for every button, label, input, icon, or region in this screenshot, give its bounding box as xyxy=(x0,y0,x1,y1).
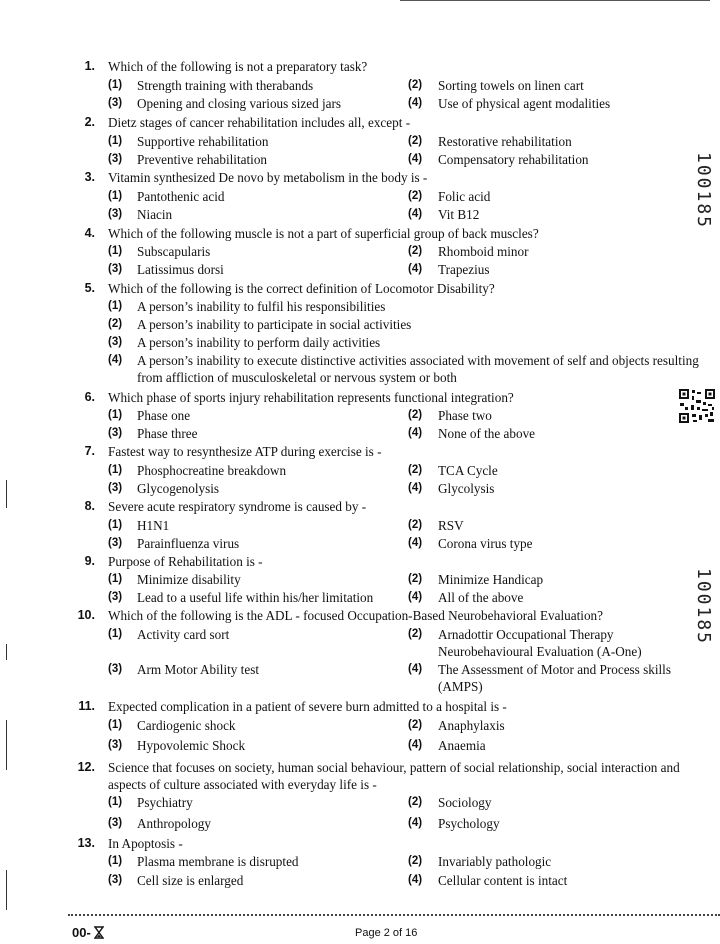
option-number: (4) xyxy=(108,354,123,366)
question-number: 9. xyxy=(84,554,95,568)
question-number: 3. xyxy=(84,170,95,184)
option-text: Phase one xyxy=(137,408,191,423)
option-number: (4) xyxy=(408,874,423,886)
qr-code-icon xyxy=(678,388,716,424)
option-number: (4) xyxy=(408,739,423,751)
option-text: TCA Cycle xyxy=(438,463,498,478)
option-number: (4) xyxy=(408,153,423,165)
option-number: (3) xyxy=(108,427,123,439)
question-number: 1. xyxy=(84,59,95,73)
option-text: H1N1 xyxy=(137,518,170,533)
option-number: (2) xyxy=(408,628,423,640)
option-number: (2) xyxy=(408,190,423,202)
hourglass-icon xyxy=(94,926,104,939)
option-number: (3) xyxy=(108,153,123,165)
option-text: Cardiogenic shock xyxy=(137,718,236,733)
option-text: Parainfluenza virus xyxy=(137,536,240,551)
option-number: (2) xyxy=(408,245,423,257)
option-text: Cellular content is intact xyxy=(438,873,568,888)
question-number: 12. xyxy=(77,760,95,774)
question-number: 10. xyxy=(77,608,95,622)
option-text: Corona virus type xyxy=(438,536,533,551)
option-text: Glycogenolysis xyxy=(137,481,220,496)
option-number: (3) xyxy=(108,263,123,275)
margin-mark xyxy=(6,480,7,508)
question-text: Which of the following is not a preparatory task? xyxy=(108,59,368,74)
option-number: (1) xyxy=(108,409,123,421)
option-text: Glycolysis xyxy=(438,481,495,496)
option-number: (2) xyxy=(408,519,423,531)
option-number: (3) xyxy=(108,482,123,494)
option-text: Pantothenic acid xyxy=(137,189,225,204)
option-number: (1) xyxy=(108,719,123,731)
option-number: (3) xyxy=(108,336,123,348)
option-number: (4) xyxy=(408,663,423,675)
question-number: 5. xyxy=(84,281,95,295)
option-number: (3) xyxy=(108,208,123,220)
option-text: Minimize disability xyxy=(137,572,241,587)
option-number: (1) xyxy=(108,300,123,312)
option-number: (2) xyxy=(408,79,423,91)
footer-code xyxy=(72,925,104,940)
option-text: Preventive rehabilitation xyxy=(137,152,268,167)
page-number: Page 2 of 16 xyxy=(355,927,418,939)
option-text: Folic acid xyxy=(438,189,491,204)
option-number: (2) xyxy=(108,318,123,330)
option-text: Activity card sort xyxy=(137,627,230,642)
option-number: (4) xyxy=(408,97,423,109)
option-text: Use of physical agent modalities xyxy=(438,96,611,111)
option-text: A person’s inability to perform daily activities xyxy=(137,335,381,350)
option-text: The Assessment of Motor and Process skills (AMPS) xyxy=(438,662,671,694)
option-number: (3) xyxy=(108,817,123,829)
question-number: 2. xyxy=(84,115,95,129)
option-text: Lead to a useful life within his/her limitation xyxy=(137,590,374,605)
option-text: Minimize Handicap xyxy=(438,572,544,587)
side-code-top: 100185 xyxy=(693,152,714,230)
option-text: Anaemia xyxy=(438,738,486,753)
question-text: Expected complication in a patient of severe burn admitted to a hospital is - xyxy=(108,699,507,714)
option-text: Sociology xyxy=(438,795,492,810)
option-number: (2) xyxy=(408,719,423,731)
option-number: (1) xyxy=(108,79,123,91)
option-number: (3) xyxy=(108,537,123,549)
option-text: A person’s inability to execute distinctive activities associated with movement of self and objects resulting from affliction of musculoskeletal or nervous system or both xyxy=(137,353,699,385)
option-text: Psychiatry xyxy=(137,795,193,810)
question-number: 8. xyxy=(84,499,95,513)
option-number: (4) xyxy=(408,591,423,603)
top-rule xyxy=(400,0,710,1)
margin-mark xyxy=(6,720,7,770)
option-text: A person’s inability to participate in social activities xyxy=(137,317,412,332)
option-number: (3) xyxy=(108,874,123,886)
option-number: (4) xyxy=(408,427,423,439)
margin-mark xyxy=(6,870,7,910)
question-text: Which phase of sports injury rehabilitation represents functional integration? xyxy=(108,390,514,405)
option-number: (4) xyxy=(408,537,423,549)
question-text: Fastest way to resynthesize ATP during exercise is - xyxy=(108,444,382,459)
option-text: Vit B12 xyxy=(438,207,480,222)
option-number: (2) xyxy=(408,796,423,808)
option-text: Compensatory rehabilitation xyxy=(438,152,589,167)
option-number: (1) xyxy=(108,464,123,476)
option-number: (4) xyxy=(408,208,423,220)
question-number: 6. xyxy=(84,390,95,404)
option-text: Psychology xyxy=(438,816,500,831)
option-number: (4) xyxy=(408,817,423,829)
margin-mark xyxy=(6,644,7,660)
question-text: Which of the following is the ADL - focused Occupation-Based Neurobehavioral Evaluation? xyxy=(108,608,603,623)
option-text: Strength training with therabands xyxy=(137,78,314,93)
option-number: (1) xyxy=(108,628,123,640)
option-number: (2) xyxy=(408,855,423,867)
option-text: Phosphocreatine breakdown xyxy=(137,463,287,478)
question-text: Dietz stages of cancer rehabilitation includes all, except - xyxy=(108,115,411,130)
option-number: (2) xyxy=(408,409,423,421)
option-number: (4) xyxy=(408,263,423,275)
question-number: 11. xyxy=(78,699,95,713)
option-text: Phase two xyxy=(438,408,492,423)
option-text: Rhomboid minor xyxy=(438,244,529,259)
option-text: Anaphylaxis xyxy=(438,718,505,733)
option-number: (1) xyxy=(108,855,123,867)
option-text: Sorting towels on linen cart xyxy=(438,78,584,93)
option-number: (1) xyxy=(108,245,123,257)
option-text: Anthropology xyxy=(137,816,211,831)
option-number: (4) xyxy=(408,482,423,494)
question-text: Which of the following is the correct definition of Locomotor Disability? xyxy=(108,281,495,296)
question-number: 13. xyxy=(77,836,95,850)
option-text: Arnadottir Occupational Therapy Neurobehavioural Evaluation (A-One) xyxy=(438,627,642,659)
option-number: (1) xyxy=(108,135,123,147)
footer-code-text: 00- xyxy=(72,925,91,940)
option-text: Hypovolemic Shock xyxy=(137,738,246,753)
question-text: Vitamin synthesized De novo by metabolism in the body is - xyxy=(108,170,428,185)
question-text: Science that focuses on society, human social behaviour, pattern of social relationship, social interaction and aspects of culture associated with everyday life is - xyxy=(108,760,680,792)
option-text: Cell size is enlarged xyxy=(137,873,244,888)
question-text: Which of the following muscle is not a part of superficial group of back muscles? xyxy=(108,226,539,241)
option-number: (1) xyxy=(108,519,123,531)
option-text: All of the above xyxy=(438,590,524,605)
question-number: 7. xyxy=(84,444,95,458)
option-text: Subscapularis xyxy=(137,244,211,259)
option-text: Plasma membrane is disrupted xyxy=(137,854,299,869)
question-number: 4. xyxy=(84,226,95,240)
option-number: (2) xyxy=(408,135,423,147)
option-text: Phase three xyxy=(137,426,198,441)
question-text: In Apoptosis - xyxy=(108,836,183,851)
option-text: Invariably pathologic xyxy=(438,854,552,869)
option-text: Arm Motor Ability test xyxy=(137,662,259,677)
option-number: (1) xyxy=(108,190,123,202)
option-text: Latissimus dorsi xyxy=(137,262,224,277)
option-number: (2) xyxy=(408,464,423,476)
option-number: (3) xyxy=(108,663,123,675)
option-text: Opening and closing various sized jars xyxy=(137,96,341,111)
option-text: Supportive rehabilitation xyxy=(137,134,269,149)
question-text: Purpose of Rehabilitation is - xyxy=(108,554,263,569)
option-text: A person’s inability to fulfil his responsibilities xyxy=(137,299,386,314)
question-text: Severe acute respiratory syndrome is caused by - xyxy=(108,499,367,514)
option-text: None of the above xyxy=(438,426,536,441)
option-number: (3) xyxy=(108,97,123,109)
option-text: Restorative rehabilitation xyxy=(438,134,572,149)
option-text: Niacin xyxy=(137,207,173,222)
option-number: (3) xyxy=(108,739,123,751)
option-number: (1) xyxy=(108,573,123,585)
option-number: (3) xyxy=(108,591,123,603)
option-number: (2) xyxy=(408,573,423,585)
option-text: Trapezius xyxy=(438,262,490,277)
option-number: (1) xyxy=(108,796,123,808)
side-code-bottom: 100185 xyxy=(693,568,714,646)
footer-rule xyxy=(68,914,720,916)
option-text: RSV xyxy=(438,518,464,533)
